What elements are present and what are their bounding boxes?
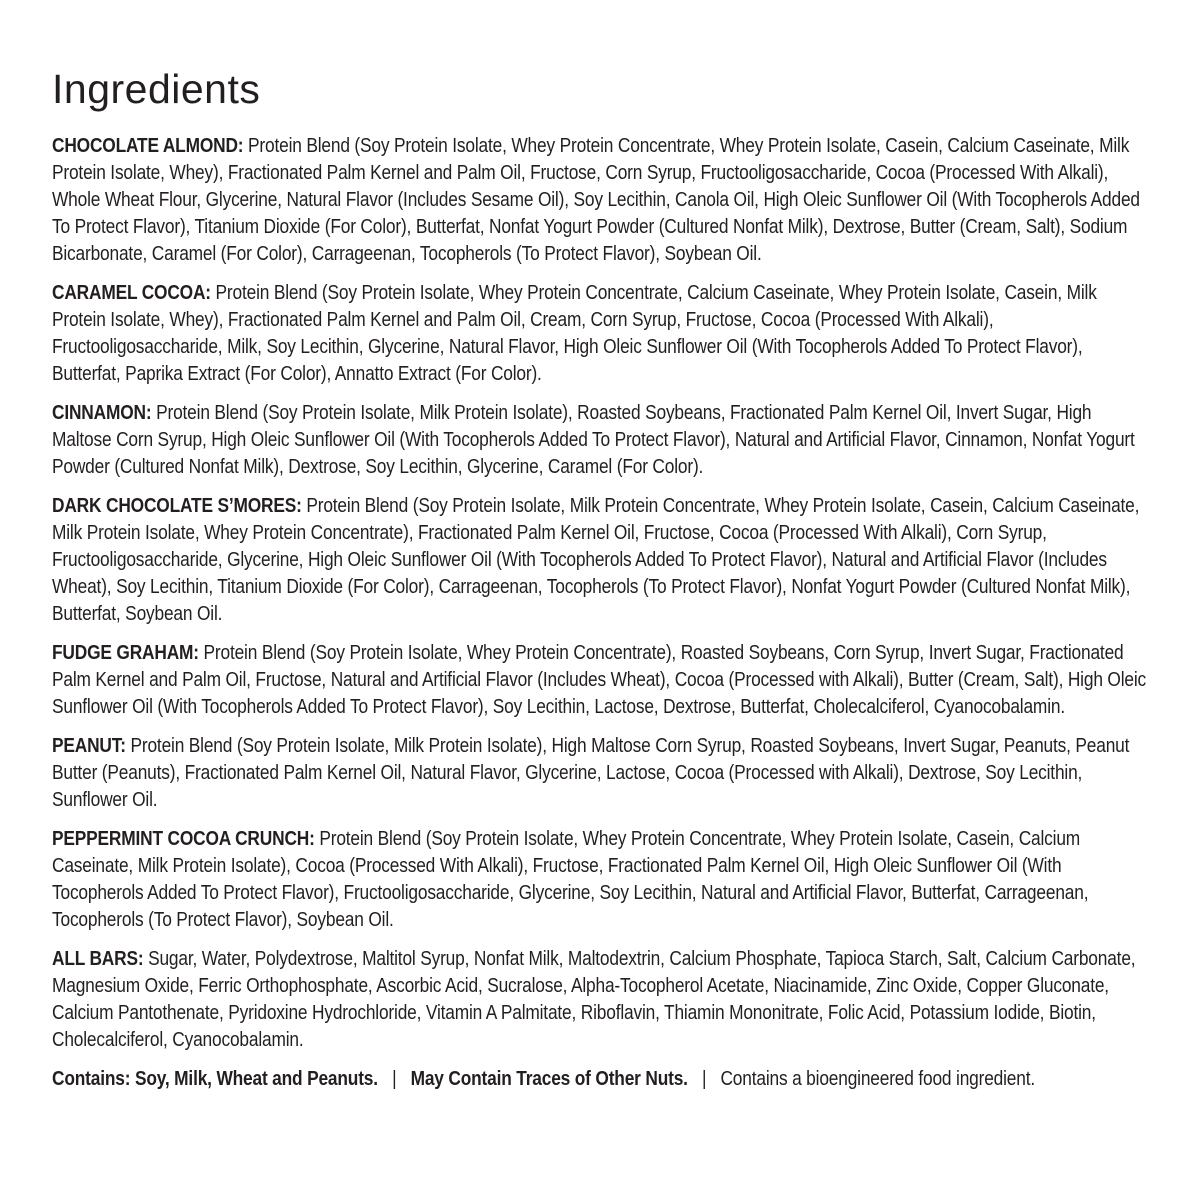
flavor-name: PEPPERMINT COCOA CRUNCH: (52, 828, 315, 850)
flavor-name: CINNAMON: (52, 402, 152, 424)
ingredient-list: Protein Blend (Soy Protein Isolate, Whey Protein Concentrate, Calcium Caseinate, Whey Protein Isolate, Casein, Milk Protein Isolate, Whey), Fractionated Palm Kernel and Palm Oil, Cream, Corn Syrup, Fructose, Cocoa (Processed With Alkali), Fructooligosaccharide, Milk, Soy Lecithin, Glycerine, Natural Flavor, High Oleic Sunflower Oil (With Tocopherols Added To Protect Flavor), Butterfat, Paprika Extract (For Color), Annatto Extract (For Color). (52, 282, 1097, 385)
flavor-name: CHOCOLATE ALMOND: (52, 135, 244, 157)
ingredient-list: Protein Blend (Soy Protein Isolate, Whey Protein Concentrate, Whey Protein Isolate, Casein, Calcium Caseinate, Milk Protein Isolate), Cocoa (Processed With Alkali), Fructose, Fractionated Palm Kernel Oil, High Oleic Sunflower Oil (With Tocopherols Added To Protect Flavor), Fructooligosaccharide, Glycerine, Soy Lecithin, Natural and Artificial Flavor, Butterfat, Carrageenan, Tocopherols (To Protect Flavor), Soybean Oil. (52, 828, 1089, 931)
ingredient-list: Sugar, Water, Polydextrose, Maltitol Syrup, Nonfat Milk, Maltodextrin, Calcium Phosphate, Tapioca Starch, Salt, Calcium Carbonate, Magnesium Oxide, Ferric Orthophosphate, Ascorbic Acid, Sucralose, Alpha-Tocopherol Acetate, Niacinamide, Zinc Oxide, Copper Gluconate, Calcium Pantothenate, Pyridoxine Hydrochloride, Vitamin A Palmitate, Riboflavin, Thiamin Mononitrate, Folic Acid, Potassium Iodide, Biotin, Cholecalciferol, Cyanocobalamin. (52, 948, 1136, 1051)
page-title: Ingredients (52, 66, 261, 112)
pipe-divider: | (701, 1068, 707, 1090)
ingredient-section-dark-chocolate-smores (52, 493, 1150, 628)
ingredient-section-cinnamon (52, 400, 1150, 481)
ingredient-section-peppermint-cocoa-crunch (52, 826, 1150, 934)
flavor-name: FUDGE GRAHAM: (52, 642, 199, 664)
ingredient-list: Protein Blend (Soy Protein Isolate, Whey Protein Concentrate), Roasted Soybeans, Corn Syrup, Invert Sugar, Fractionated Palm Kernel and Palm Oil, Fructose, Natural and Artificial Flavor (Includes Wheat), Cocoa (Processed with Alkali), Butter (Cream, Salt), High Oleic Sunflower Oil (With Tocopherols Added To Protect Flavor), Soy Lecithin, Lactose, Dextrose, Butterfat, Cholecalciferol, Cyanocobalamin. (52, 642, 1147, 718)
ingredient-section-fudge-graham (52, 640, 1150, 721)
flavor-name: PEANUT: (52, 735, 126, 757)
ingredient-section-chocolate-almond (52, 133, 1150, 268)
bioengineered-statement: Contains a bioengineered food ingredient. (720, 1068, 1035, 1090)
flavor-name: ALL BARS: (52, 948, 144, 970)
ingredient-section-peanut (52, 733, 1150, 814)
ingredient-list: Protein Blend (Soy Protein Isolate, Milk Protein Concentrate, Whey Protein Isolate, Casein, Calcium Caseinate, Milk Protein Isolate, Whey Protein Concentrate), Fractionated Palm Kernel Oil, Fructose, Cocoa (Processed With Alkali), Corn Syrup, Fructooligosaccharide, Glycerine, High Oleic Sunflower Oil (With Tocopherols Added To Protect Flavor), Natural and Artificial Flavor (Includes Wheat), Soy Lecithin, Titanium Dioxide (For Color), Carrageenan, Tocopherols (To Protect Flavor), Nonfat Yogurt Powder (Cultured Nonfat Milk), Butterfat, Soybean Oil. (52, 495, 1140, 625)
contains-statement: Contains: Soy, Milk, Wheat and Peanuts. (52, 1068, 378, 1090)
allergen-statement-line (52, 1066, 1150, 1093)
ingredients-text-block (52, 133, 1150, 1093)
ingredient-list: Protein Blend (Soy Protein Isolate, Milk Protein Isolate), High Maltose Corn Syrup, Roasted Soybeans, Invert Sugar, Peanuts, Peanut Butter (Peanuts), Fractionated Palm Kernel Oil, Natural Flavor, Glycerine, Lactose, Cocoa (Processed with Alkali), Dextrose, Soy Lecithin, Sunflower Oil. (52, 735, 1130, 811)
ingredient-section-all-bars (52, 946, 1150, 1054)
flavor-name: CARAMEL COCOA: (52, 282, 211, 304)
flavor-name: DARK CHOCOLATE S’MORES: (52, 495, 302, 517)
ingredient-list: Protein Blend (Soy Protein Isolate, Milk Protein Isolate), Roasted Soybeans, Fractionated Palm Kernel Oil, Invert Sugar, High Maltose Corn Syrup, High Oleic Sunflower Oil (With Tocopherols Added To Protect Flavor), Natural and Artificial Flavor, Cinnamon, Nonfat Yogurt Powder (Cultured Nonfat Milk), Dextrose, Soy Lecithin, Glycerine, Caramel (For Color). (52, 402, 1135, 478)
trace-statement: May Contain Traces of Other Nuts. (410, 1068, 688, 1090)
ingredient-section-caramel-cocoa (52, 280, 1150, 388)
ingredient-list: Protein Blend (Soy Protein Isolate, Whey Protein Concentrate, Whey Protein Isolate, Casein, Calcium Caseinate, Milk Protein Isolate, Whey), Fractionated Palm Kernel and Palm Oil, Fructose, Corn Syrup, Fructooligosaccharide, Cocoa (Processed With Alkali), Whole Wheat Flour, Glycerine, Natural Flavor (Includes Sesame Oil), Soy Lecithin, Canola Oil, High Oleic Sunflower Oil (With Tocopherols Added To Protect Flavor), Titanium Dioxide (For Color), Butterfat, Nonfat Yogurt Powder (Cultured Nonfat Milk), Dextrose, Butter (Cream, Salt), Sodium Bicarbonate, Caramel (For Color), Carrageenan, Tocopherols (To Protect Flavor), Soybean Oil. (52, 135, 1140, 265)
pipe-divider: | (392, 1068, 397, 1090)
